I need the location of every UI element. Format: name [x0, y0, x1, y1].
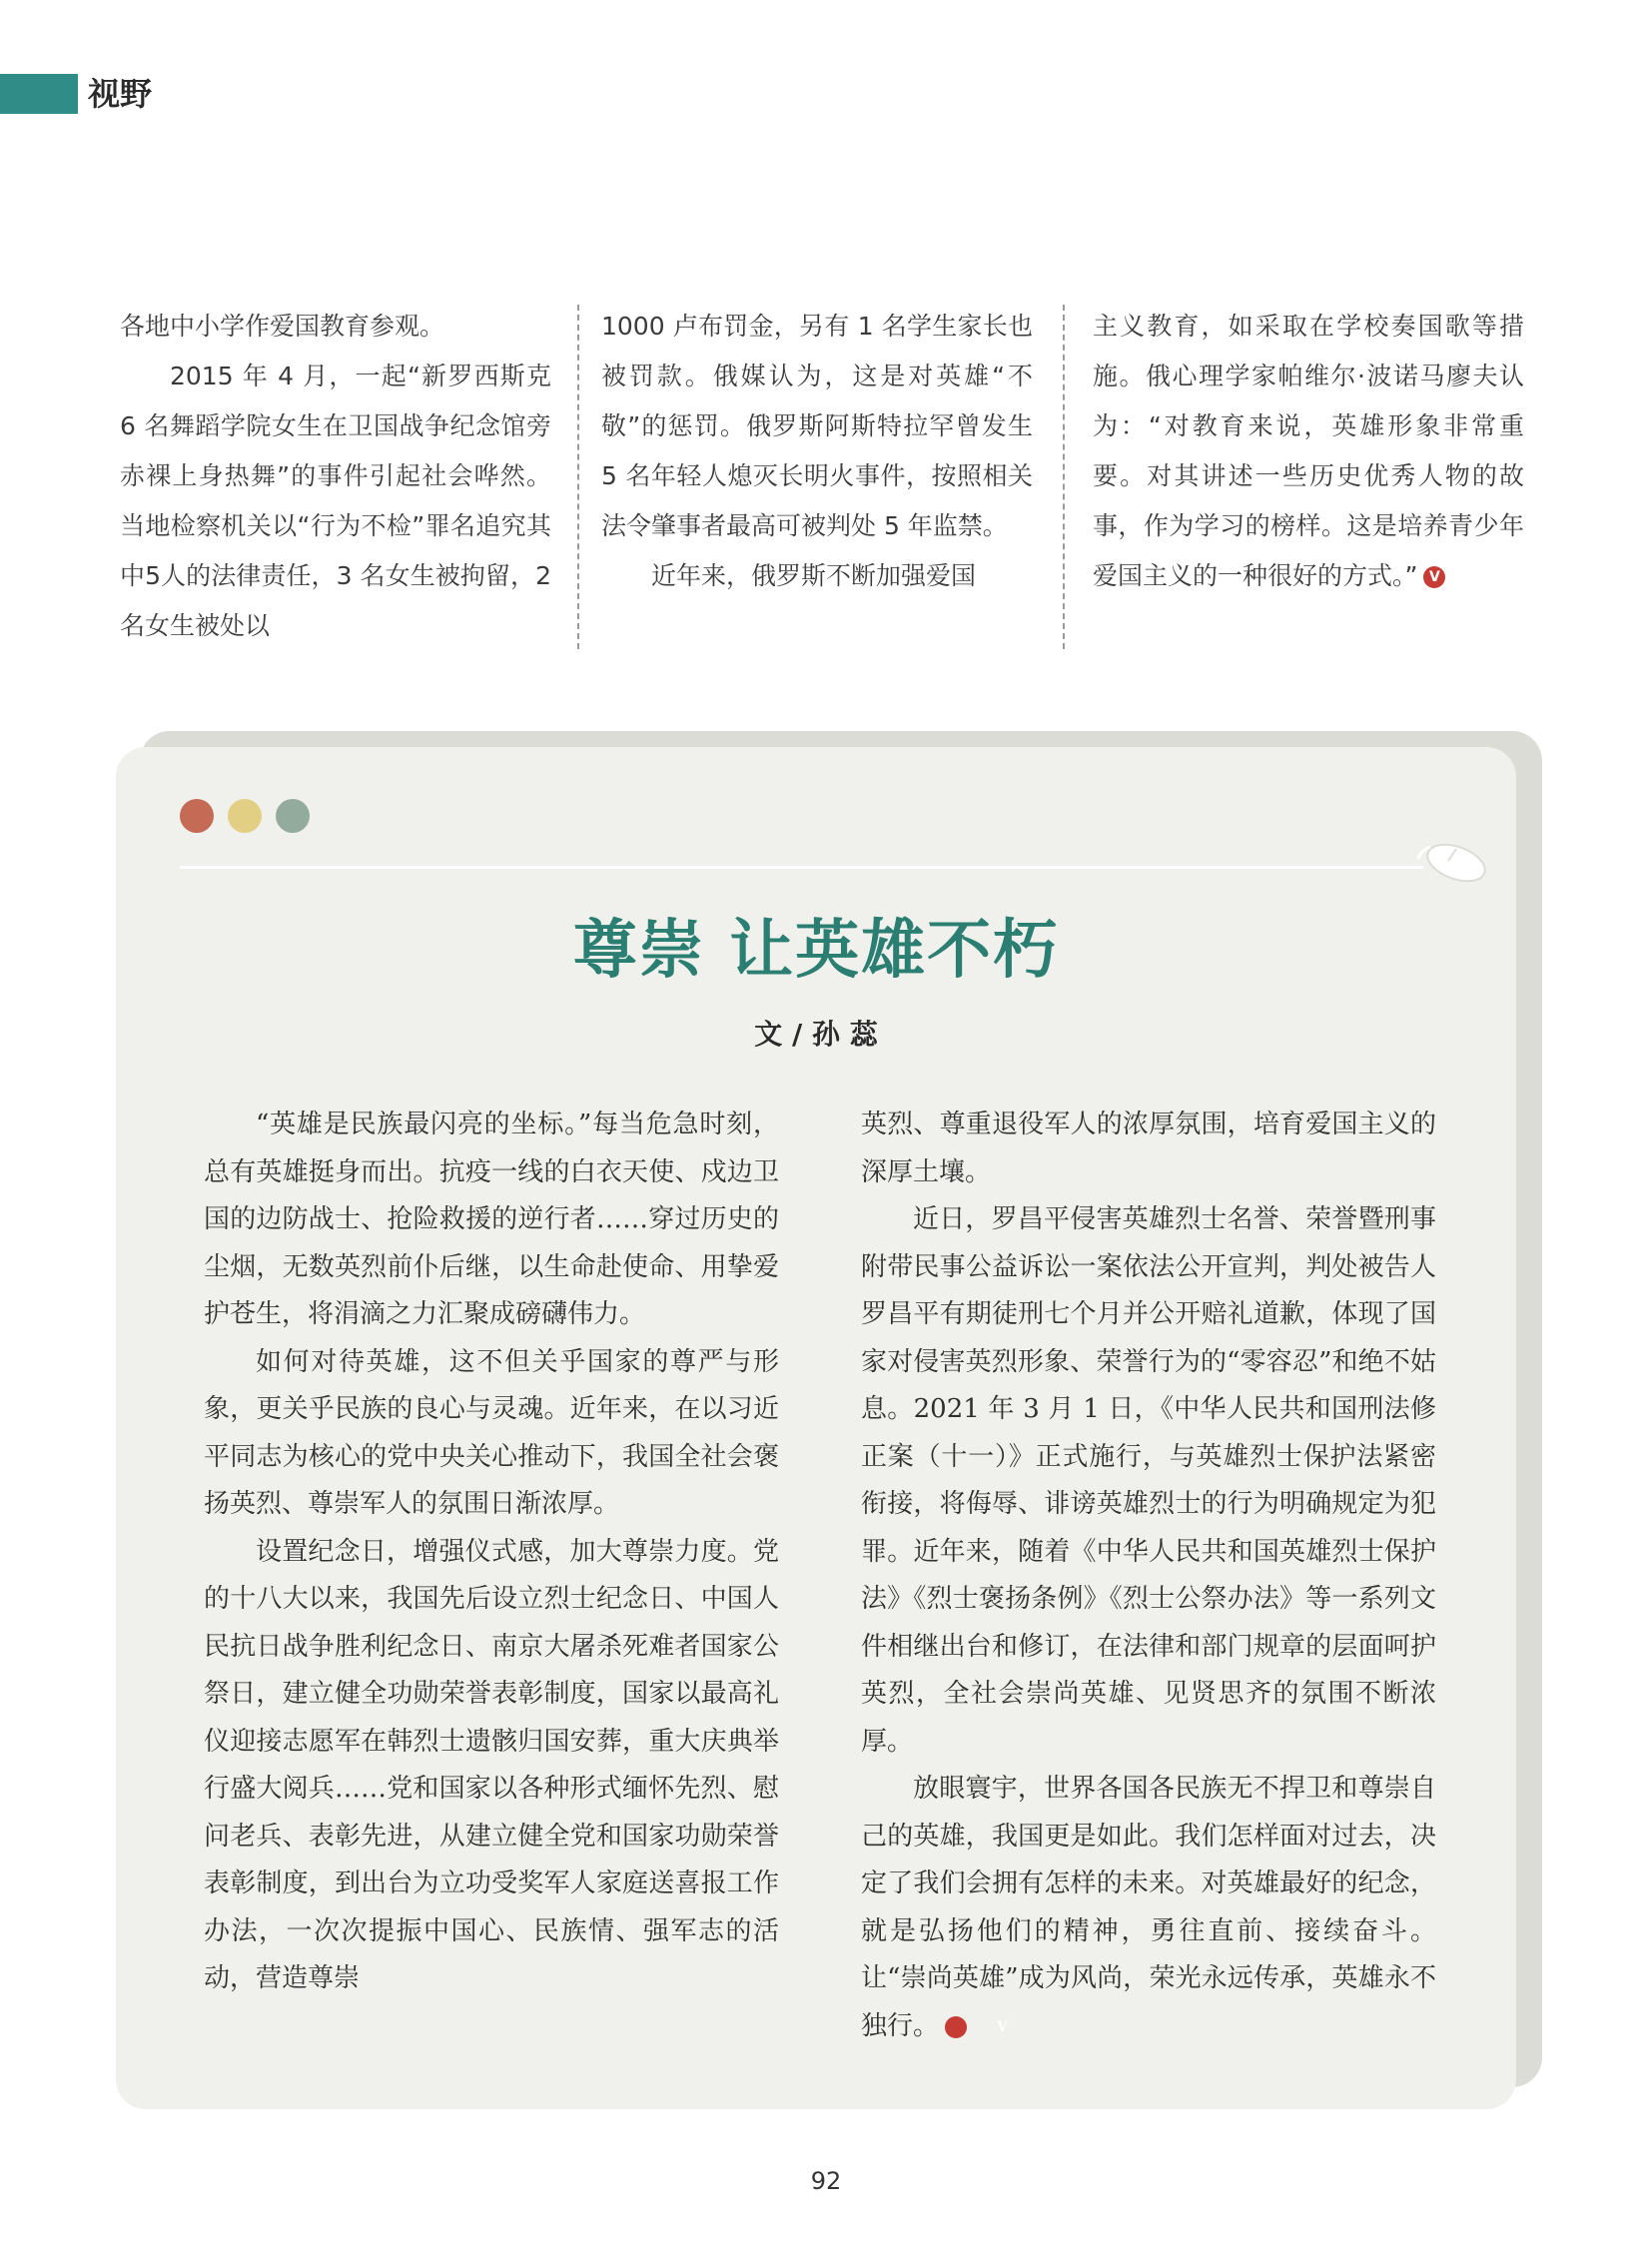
article-column-2 — [861, 1102, 1436, 2050]
top-column-2 — [601, 302, 1033, 601]
paragraph: “英雄是民族最闪亮的坐标。”每当危急时刻，总有英雄挺身而出。抗疫一线的白衣天使、戍边卫国的边防战士、抢险救援的逆行者……穿过历史的尘烟，无数英烈前仆后继，以生命赴使命、用挚爱护苍生，将涓滴之力汇聚成磅礴伟力。 — [204, 1110, 779, 1329]
red-dot-icon — [180, 799, 214, 833]
paragraph: 近日，罗昌平侵害英雄烈士名誉、荣誉暨刑事附带民事公益诉讼一案依法公开宣判，判处被告人罗昌平有期徒刑七个月并公开赔礼道歉，体现了国家对侵害英烈形象、荣誉行为的“零容忍”和绝不姑息。2021 年 3 月 1 日，《中华人民共和国刑法修正案（十一）》正式施行，与英雄烈士保护法紧密衔接，将侮辱、诽谤英雄烈士的行为明确规定为犯罪。近年来，随着《中华人民共和国英雄烈士保护法》《烈士褒扬条例》《烈士公祭办法》等一系列文件相继出台和修订，在法律和部门规章的层面呵护英烈，全社会崇尚英雄、见贤思齐的氛围不断浓厚。 — [861, 1204, 1436, 1757]
paragraph-text: 放眼寰宇，世界各国各民族无不捍卫和尊崇自己的英雄，我国更是如此。我们怎样面对过去，决定了我们会拥有怎样的未来。对英雄最好的纪念，就是弘扬他们的精神，勇往直前、接续奋斗。让“崇尚英雄”成为风尚，荣光永远传承，英雄永不独行。 — [861, 1774, 1436, 2041]
article-title: 尊崇 让英雄不朽 — [572, 914, 1060, 988]
section-color-bar — [0, 74, 78, 114]
end-mark-icon: V — [945, 2016, 967, 2038]
page-number: 92 — [810, 2167, 842, 2195]
green-dot-icon — [276, 799, 310, 833]
top-column-1 — [120, 302, 551, 651]
yellow-dot-icon — [228, 799, 262, 833]
column-divider — [1063, 305, 1065, 649]
paragraph: 近年来，俄罗斯不断加强爱国 — [651, 561, 977, 590]
paragraph: 设置纪念日，增强仪式感，加大尊崇力度。党的十八大以来，我国先后设立烈士纪念日、中国人民抗日战争胜利纪念日、南京大屠杀死难者国家公祭日，建立健全功勋荣誉表彰制度，国家以最高礼仪迎接志愿军在韩烈士遗骸归国安葬，重大庆典举行盛大阅兵……党和国家以各种形式缅怀先烈、慰问老兵、表彰先进，从建立健全党和国家功勋荣誉表彰制度，到出台为立功受奖军人家庭送喜报工作办法，一次次提振中国心、民族情、强军志的活动，营造尊崇 — [204, 1536, 779, 1993]
top-column-3 — [1093, 302, 1524, 601]
paragraph: 各地中小学作爱国教育参观。 — [120, 312, 445, 341]
paragraph: 1000 卢布罚金，另有 1 名学生家长也被罚款。俄媒认为，这是对英雄“不敬”的惩罚。俄罗斯阿斯特拉罕曾发生 5 名年轻人熄灭长明火事件，按照相关法令肇事者最高可被判处 5 年监禁。 — [601, 312, 1033, 540]
mouse-icon — [1416, 837, 1492, 885]
paragraph: 英烈、尊重退役军人的浓厚氛围，培育爱国主义的深厚土壤。 — [861, 1110, 1436, 1187]
article-column-1 — [204, 1102, 779, 2003]
paragraph: 如何对待英雄，这不但关乎国家的尊严与形象，更关乎民族的良心与灵魂。近年来，在以习近平同志为核心的党中央关心推动下，我国全社会褒扬英烈、尊崇军人的氛围日渐浓厚。 — [204, 1346, 779, 1519]
article-byline: 文 / 孙 蕊 — [754, 1018, 878, 1051]
column-divider — [577, 305, 579, 649]
paragraph — [1093, 302, 1524, 601]
paragraph — [861, 1766, 1436, 2050]
end-mark-icon: V — [1423, 566, 1445, 588]
paragraph: 2015 年 4 月，一起“新罗西斯克 6 名舞蹈学院女生在卫国战争纪念馆旁赤裸上身热舞”的事件引起社会哗然。当地检察机关以“行为不检”罪名追究其中5人的法律责任，3 名女生被拘留，2 名女生被处以 — [120, 362, 551, 640]
section-title: 视野 — [88, 75, 153, 113]
paragraph-text: 主义教育，如采取在学校奏国歌等措施。俄心理学家帕维尔·波诺马廖夫认为：“对教育来说，英雄形象非常重要。对其讲述一些历史优秀人物的故事，作为学习的榜样。这是培养青少年爱国主义的一种很好的方式。” — [1093, 312, 1524, 590]
panel-divider — [180, 866, 1423, 869]
